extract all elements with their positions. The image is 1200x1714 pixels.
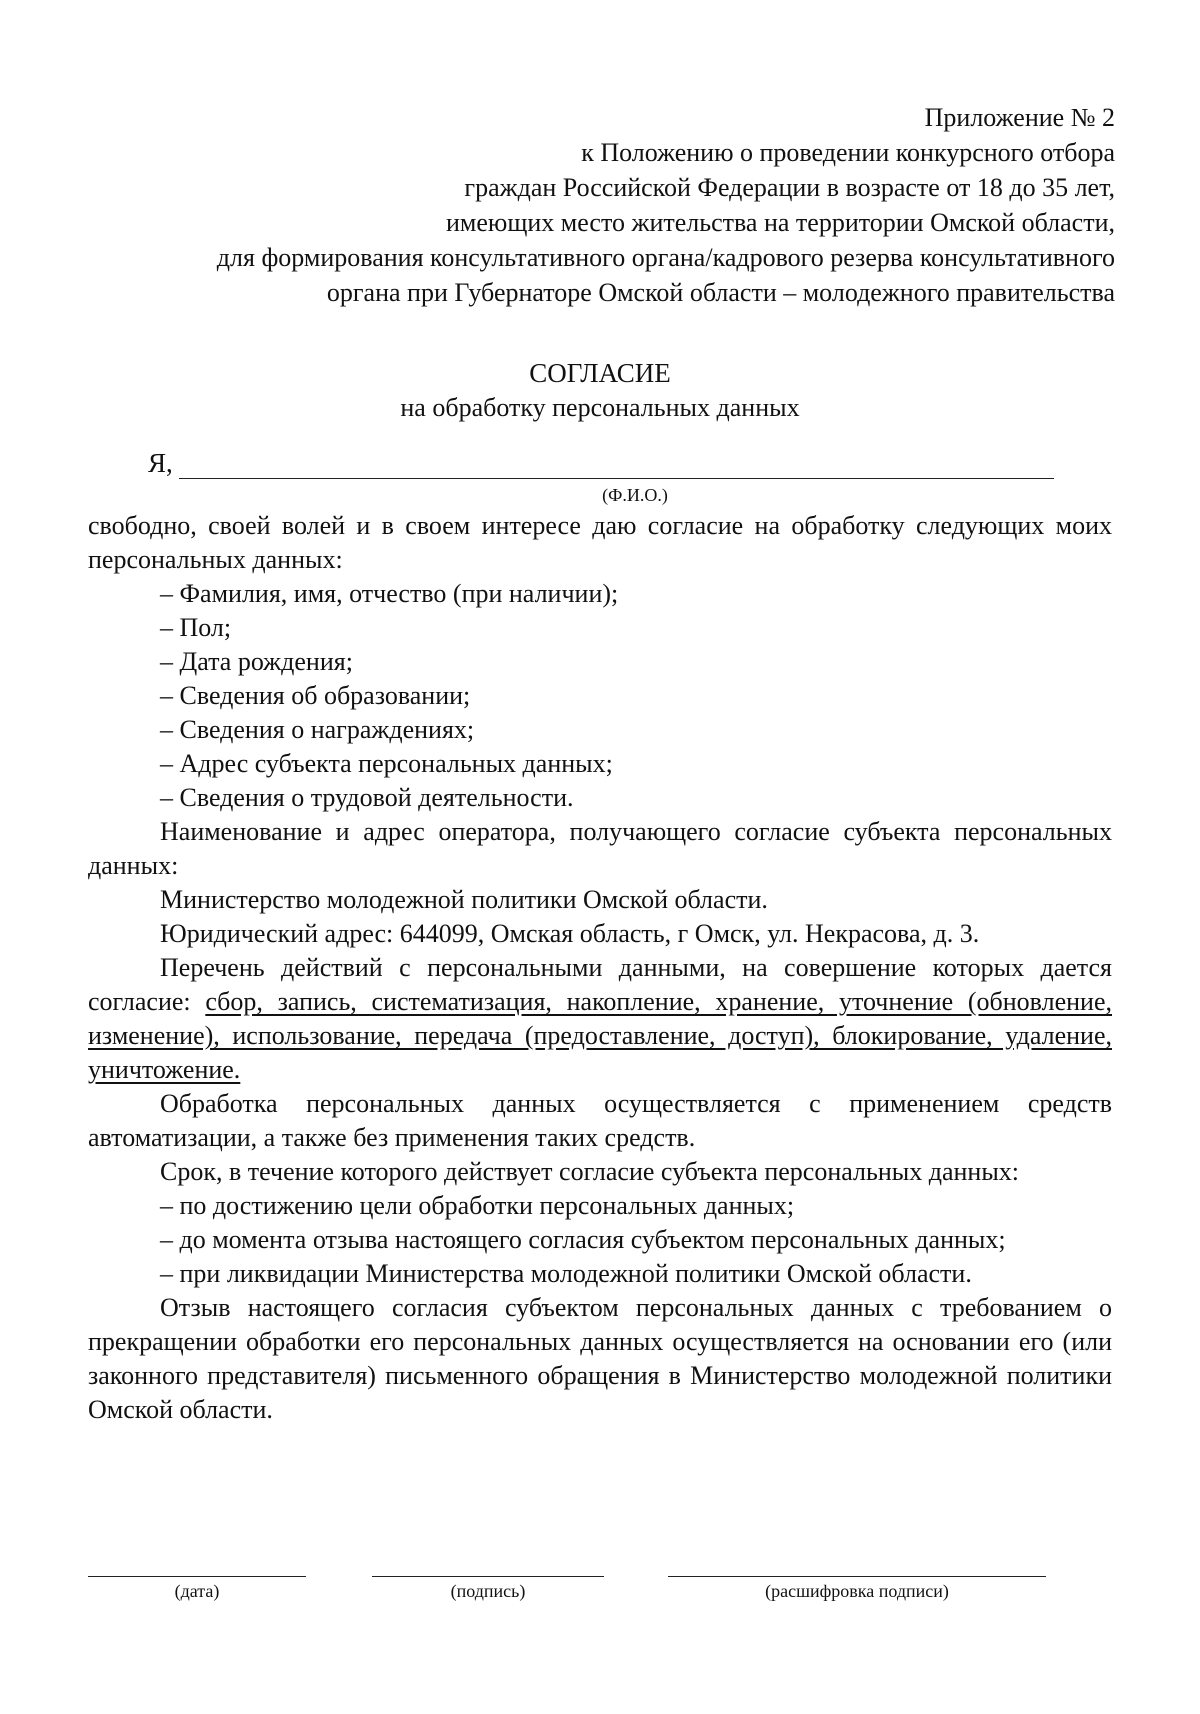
appendix-line: органа при Губернаторе Омской области – молодежного правительства (326, 278, 1115, 307)
operator-address: Юридический адрес: 644099, Омская область, г Омск, ул. Некрасова, д. 3. (160, 919, 980, 948)
term-item: – при ликвидации Министерства молодежной политики Омской области. (160, 1259, 972, 1288)
document-title: СОГЛАСИЕ (529, 358, 671, 388)
actions-paragraph (88, 951, 1112, 1087)
actions-list: сбор, запись, систематизация, накопление, хранение, уточнение (обновление, изменение), использование, передача (предоставление, доступ), блокирование, удаление, уничтожение. (88, 987, 1112, 1084)
actions-prefix: Перечень действий с персональными данными, на совершение которых дается согласие: (88, 953, 1112, 1016)
data-item: – Фамилия, имя, отчество (при наличии); (160, 579, 619, 608)
data-item: – Сведения о награждениях; (160, 715, 475, 744)
data-item: – Дата рождения; (160, 647, 353, 676)
signature-date-field: (дата) (88, 1576, 306, 1602)
signature-block (0, 1576, 1200, 1636)
document-subtitle: на обработку персональных данных (400, 393, 800, 422)
data-item: – Адрес субъекта персональных данных; (160, 749, 613, 778)
intro-paragraph: свободно, своей волей и в своем интересе даю согласие на обработку следующих моих персональных данных: (88, 511, 1112, 574)
processing-paragraph: Обработка персональных данных осуществляется с применением средств автоматизации, а также без применения таких средств. (88, 1089, 1112, 1152)
appendix-line: граждан Российской Федерации в возрасте от 18 до 35 лет, (464, 173, 1115, 202)
fio-row (148, 447, 1054, 479)
data-item: – Сведения о трудовой деятельности. (160, 783, 574, 812)
operator-heading: Наименование и адрес оператора, получающего согласие субъекта персональных данных: (88, 817, 1112, 880)
data-item: – Пол; (160, 613, 232, 642)
appendix-line: к Положению о проведении конкурсного отбора (581, 138, 1115, 167)
appendix-line: для формирования консультативного органа/кадрового резерва консультативного (216, 243, 1115, 272)
appendix-line: Приложение № 2 (924, 103, 1115, 132)
fio-blank-line (179, 450, 1054, 479)
data-item: – Сведения об образовании; (160, 681, 471, 710)
appendix-line: имеющих место жительства на территории Омской области, (446, 208, 1115, 237)
fio-caption: (Ф.И.О.) (602, 485, 668, 505)
document-body (88, 509, 1112, 1427)
fio-prefix: Я, (148, 448, 173, 478)
appendix-header (65, 100, 1115, 310)
operator-name: Министерство молодежной политики Омской области. (160, 885, 768, 914)
term-heading: Срок, в течение которого действует согласие субъекта персональных данных: (160, 1157, 1020, 1186)
revocation-paragraph: Отзыв настоящего согласия субъектом персональных данных с требованием о прекращении обработки его персональных данных осуществляется на основании его (или законного представителя) письменного обращения в Министерство молодежной политики Омской области. (88, 1293, 1112, 1424)
signature-field: (подпись) (372, 1576, 604, 1602)
term-item: – по достижению цели обработки персональных данных; (160, 1191, 795, 1220)
term-item: – до момента отзыва настоящего согласия субъектом персональных данных; (160, 1225, 1006, 1254)
signature-name-field: (расшифровка подписи) (668, 1576, 1046, 1602)
